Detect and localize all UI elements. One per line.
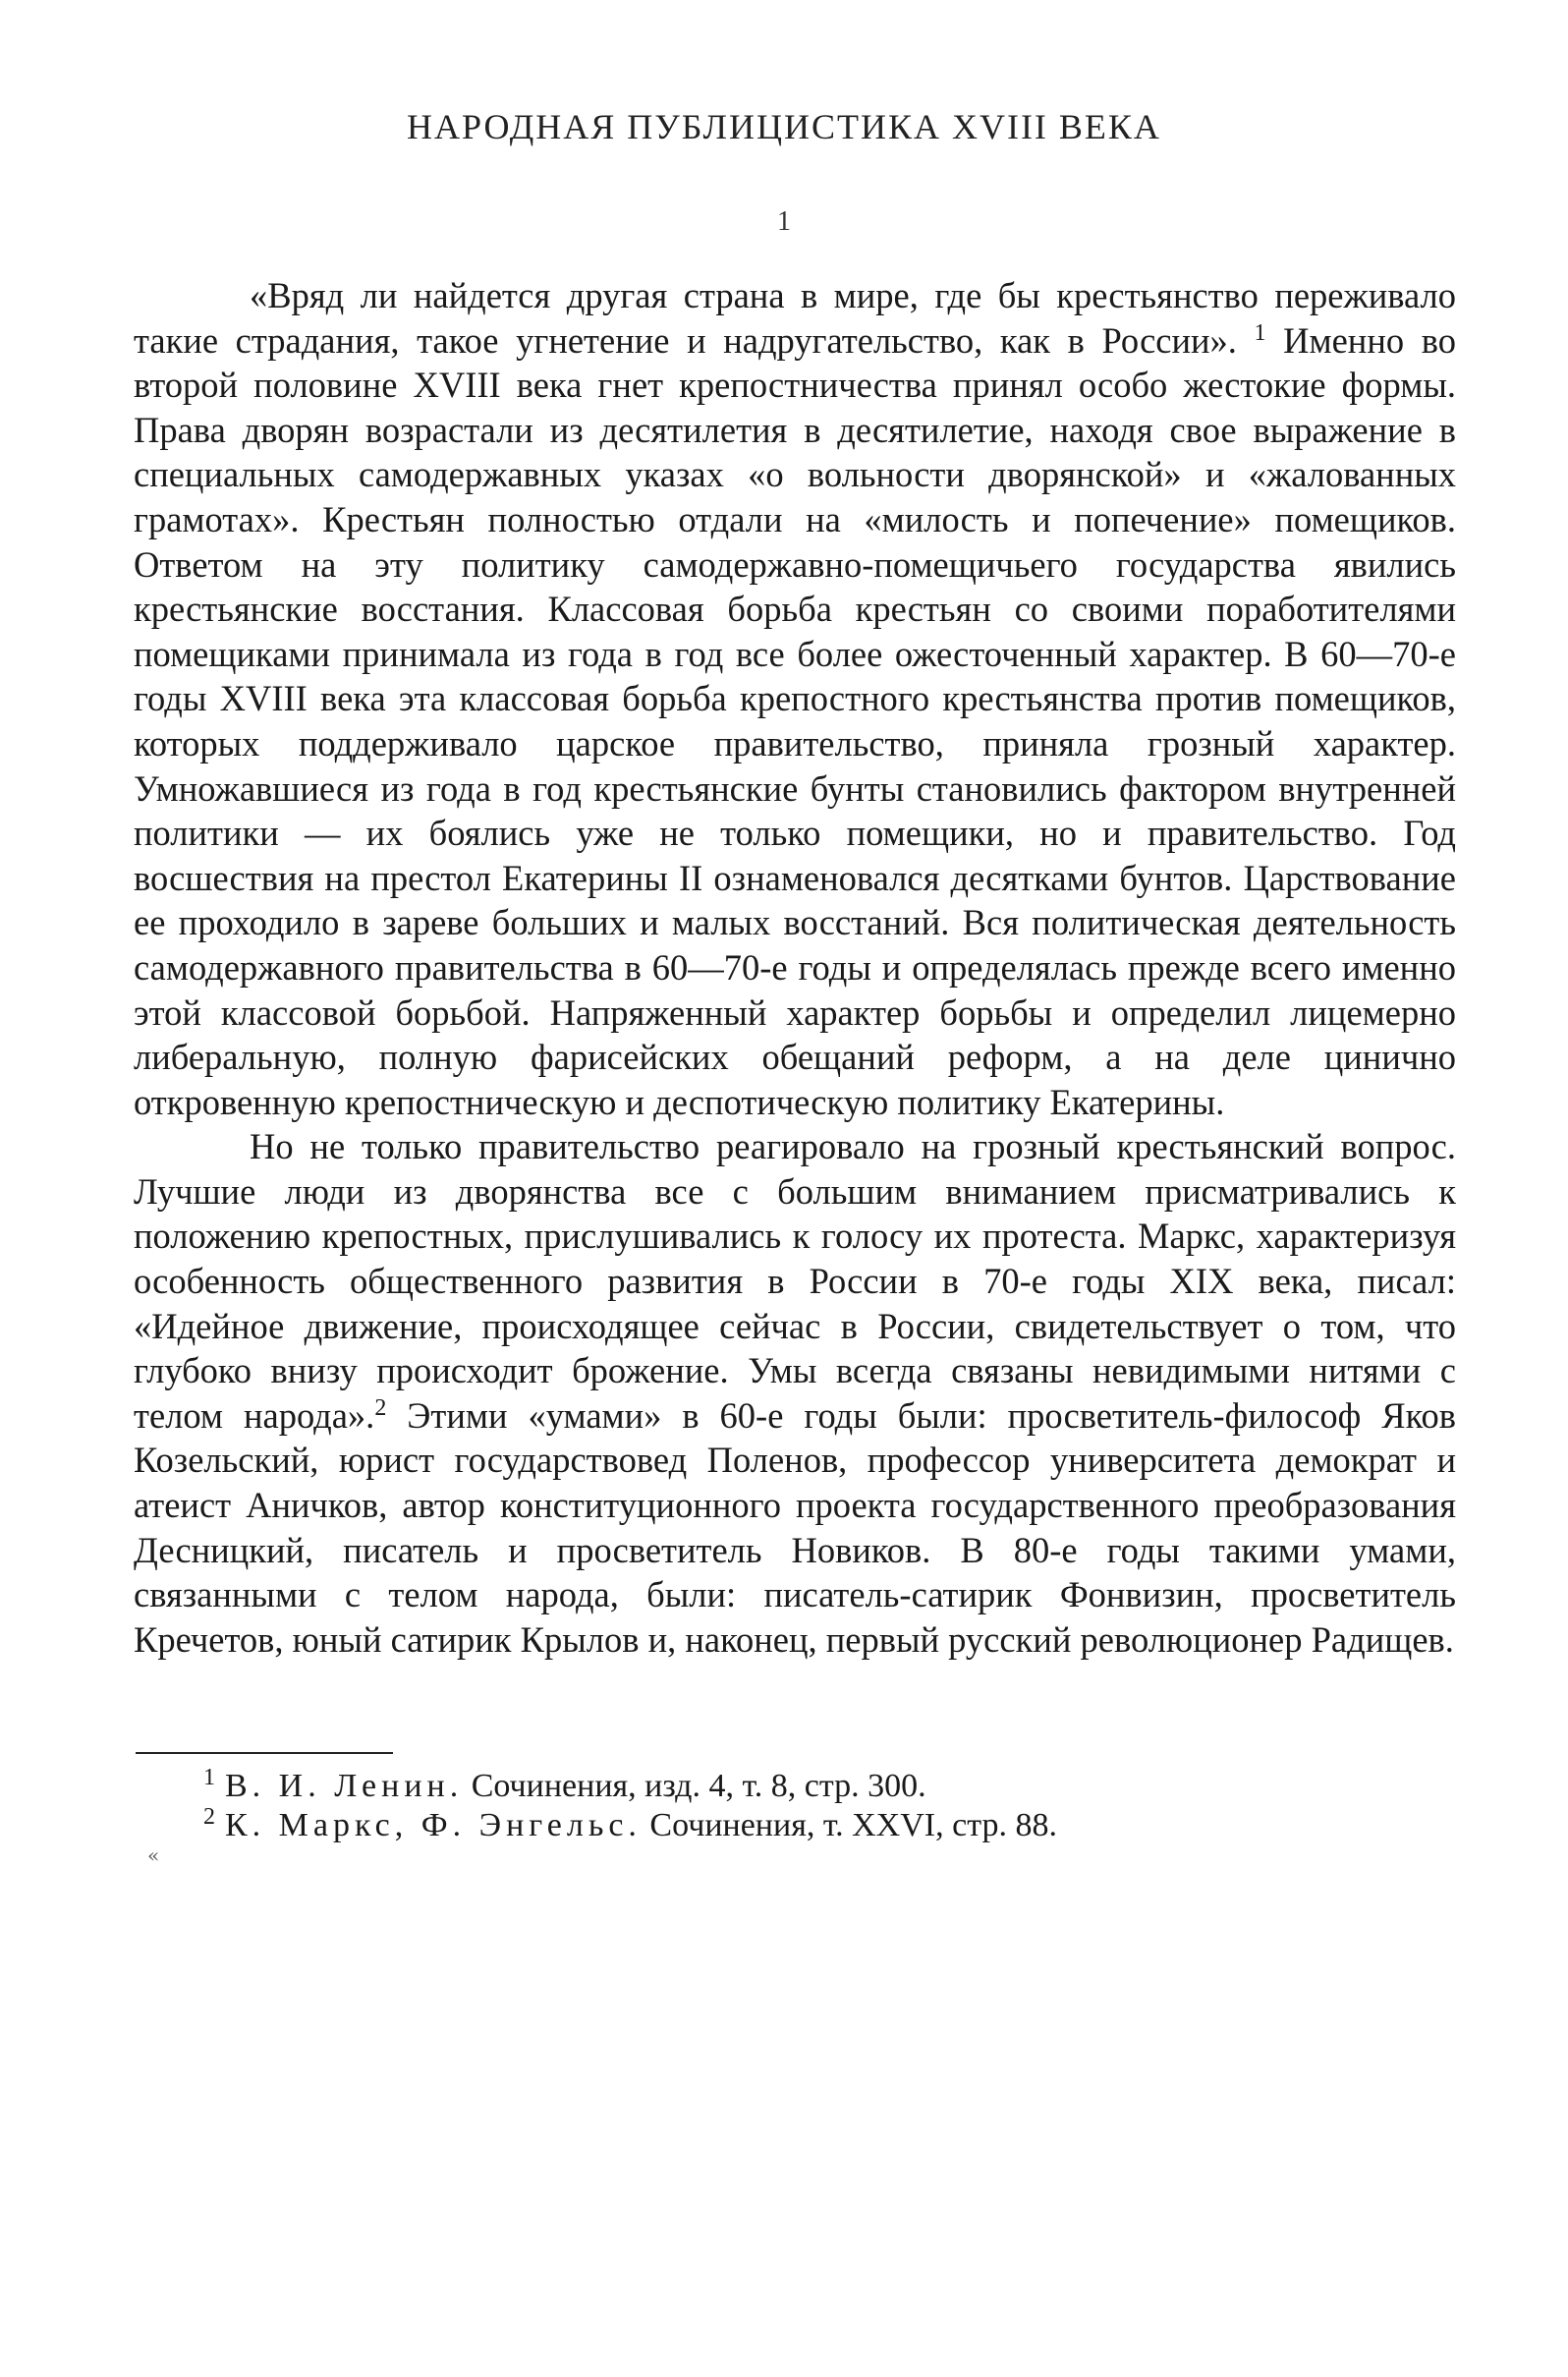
footnote-source: Сочинения, изд. 4, т. 8, стр. 300. — [463, 1768, 926, 1804]
footnote-divider — [136, 1752, 393, 1754]
footnotes — [203, 1764, 1382, 1845]
footnote-1 — [203, 1764, 1382, 1806]
paragraph-1-text-a: «Вряд ли найдется другая страна в мире, где бы крестьянство переживало такие страдания, такое угнетение и надругательство, как в России». — [134, 275, 1456, 361]
footnote-source: Сочинения, т. XXVI, стр. 88. — [641, 1807, 1057, 1843]
paragraph-2 — [134, 1124, 1456, 1662]
paragraph-2-text-b: Этими «умами» в 60-е годы были: просветитель-философ Яков Козельский, юрист государствовед Поленов, профессор университета демократ и атеист Аничков, автор конституционного проекта государственного преобразования Десницкий, писатель и просветитель Новиков. В 80-е годы такими умами, связанными с телом народа, были: писатель-сатирик Фонвизин, просветитель Кречетов, юный сатирик Крылов и, наконец, первый русский революционер Радищев. — [134, 1394, 1456, 1660]
body-text — [134, 273, 1456, 1662]
stray-print-mark: « — [147, 1843, 160, 1867]
footnote-author: В. И. Ленин. — [225, 1768, 464, 1804]
section-number: 1 — [777, 206, 791, 237]
paragraph-2-text-a: Но не только правительство реагировало на грозный крестьянский вопрос. Лучшие люди из дворянства все с большим вниманием присматривались к положению крепостных, прислушивались к голосу их протеста. Маркс, характеризуя особенность общественного развития в России в 70-е годы XIX века, писал: «Идейное движение, происходящее сейчас в России, свидетельствует о том, что глубоко внизу происходит брожение. Умы всегда связаны невидимыми нитями с телом народа». — [134, 1126, 1456, 1436]
footnote-number: 2 — [203, 1803, 215, 1830]
footnote-2 — [203, 1803, 1382, 1845]
footnote-ref-2: 2 — [374, 1394, 387, 1421]
footnote-number: 1 — [203, 1764, 215, 1790]
footnote-ref-1: 1 — [1254, 319, 1266, 346]
paragraph-1 — [134, 273, 1456, 1124]
running-head: НАРОДНАЯ ПУБЛИЦИСТИКА XVIII ВЕКА — [407, 107, 1161, 146]
footnote-author: К. Маркс, Ф. Энгельс. — [225, 1807, 642, 1843]
paragraph-1-text-b: Именно во второй половине XVIII века гнет крепостничества принял особо жестокие формы. Права дворян возрастали из десятилетия в десятилетие, находя свое выражение в специальных самодержавных указах «о вольности дворянской» и «жалованных грамотах». Крестьян полностью отдали на «милость и попечение» помещиков. Ответом на эту политику самодержавно-помещичьего государства явились крестьянские восстания. Классовая борьба крестьян со своими поработителями помещиками принимала из года в год все более ожесточенный характер. В 60—70-е годы XVIII века эта классовая борьба крепостного крестьянства против помещиков, которых поддерживало царское правительство, приняла грозный характер. Умножавшиеся из года в год крестьянские бунты становились фактором внутренней политики — их боялись уже не только помещики, но и правительство. Год восшествия на престол Екатерины II ознаменовался десятками бунтов. Царствование ее проходило в зареве больших и малых восстаний. Вся политическая деятельность самодержавного правительства в 60—70-е годы и определялась прежде всего именно этой классовой борьбой. Напряженный характер борьбы и определил лицемерно либеральную, полную фарисейских обещаний реформ, а на деле цинично откровенную крепостническую и деспотическую политику Екатерины. — [134, 319, 1456, 1122]
